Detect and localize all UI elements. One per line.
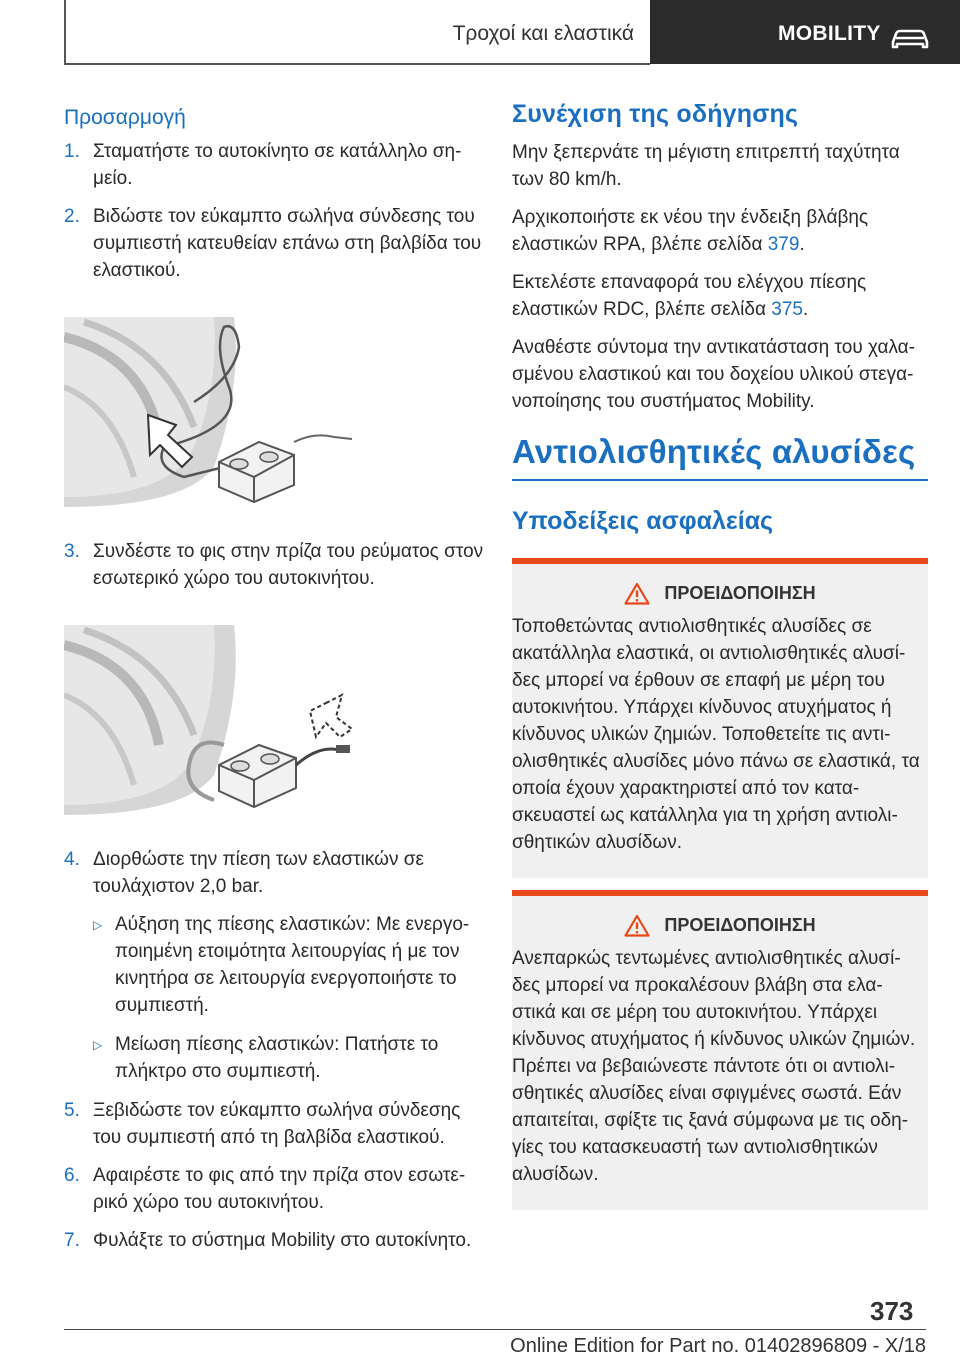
- compressor-socket-illustration: [64, 625, 356, 815]
- list-item: 5. Ξεβιδώστε τον εύκαμπτο σωλήνα σύνδεσης του συμπιεστή από τη βαλβίδα ελαστικού.: [64, 1100, 461, 1148]
- page-link-375[interactable]: 375: [771, 299, 803, 320]
- list-item: 6. Αφαιρέστε το φις από την πρίζα στον εσωτε‐ ρικό χώρο του αυτοκινήτου.: [64, 1165, 466, 1213]
- header-section-title: Τροχοί και ελαστικά: [452, 22, 634, 45]
- paragraph-rdc: Εκτελέστε επαναφορά του ελέγχου πίεσης ελαστικών RDC, βλέπε σελίδα 375.: [512, 272, 867, 320]
- list-item: 2. Βιδώστε τον εύκαμπτο σωλήνα σύνδεσης του συμπιεστή κατευθείαν επάνω στη βαλβίδα του ελαστικού.: [64, 206, 482, 281]
- warning-title: ΠΡΟΕΙΔΟΠΟΙΗΣΗ: [664, 583, 816, 603]
- warning-title: ΠΡΟΕΙΔΟΠΟΙΗΣΗ: [664, 915, 816, 935]
- warning-triangle-icon: [624, 582, 650, 605]
- heading-safety-notes: Υποδείξεις ασφαλείας: [512, 507, 774, 535]
- triangle-bullet-icon: ▷: [93, 1038, 103, 1052]
- page-link-379[interactable]: 379: [767, 234, 800, 255]
- list-item: 4. Διορθώστε την πίεση των ελαστικών σε τουλάχιστον 2,0 bar.: [64, 849, 424, 897]
- paragraph-replace: Αναθέστε σύντομα την αντικατάσταση του χαλα‐ σμένου ελαστικού και του δοχείου υλικού στεγα‐ νοποίησης του συστήματος Mobility.: [512, 337, 915, 412]
- page-number: 373: [870, 1296, 914, 1326]
- paragraph-rpa: Αρχικοποιήστε εκ νέου την ένδειξη βλάβης ελαστικών RPA, βλέπε σελίδα 379.: [512, 207, 869, 255]
- header-rule-horizontal: [64, 63, 650, 65]
- heading-continue-driving: Συνέχιση της οδήγησης: [512, 100, 799, 128]
- heading-adjust: Προσαρμογή: [64, 106, 186, 129]
- triangle-bullet-icon: ▷: [93, 918, 103, 932]
- warning-box: [512, 558, 928, 878]
- list-item: 7. Φυλάξτε το σύστημα Mobility στο αυτοκίνητο.: [64, 1230, 472, 1251]
- right-column: [512, 100, 928, 1222]
- footer-edition: Online Edition for Part no. 01402896809 - X/18: [510, 1335, 926, 1357]
- header-chapter-tab[interactable]: [650, 0, 960, 64]
- left-column: [64, 100, 484, 1265]
- sub-list-item: ▷ Αύξηση της πίεσης ελαστικών: Με ενεργο‐ ποιημένη ετοιμότητα λειτουργίας ή με τον κινητήρα σε λειτουργία ενεργοποιήστε το συμπιεστή.: [93, 911, 484, 1019]
- car-icon: [890, 28, 930, 50]
- warning-text: Ανεπαρκώς τεντωμένες αντιολισθητικές αλυσί‐ δες μπορεί να προκαλέσουν βλάβη στα ελα‐ στικά και σε μέρη του αυτοκινήτου. Υπάρχει κίνδυνος ατυχήματος ή κίνδυνος υλικών ζημιών. Πρέπει να βεβαιώνεστε πάντοτε ότι οι αντιολι‐ σθητικές αλυσίδες είναι σφιγμένες σωστά. Εάν απαιτείται, σφίξτε τις ξανά σύμφωνα με τις οδη‐ γίες του κατασκευαστή των αντιολισθητικών αλυσίδων.: [512, 948, 916, 1185]
- paragraph-speed: Μην ξεπερνάτε τη μέγιστη επιτρεπτή ταχύτητα των 80 km/h.: [512, 142, 900, 190]
- heading-snow-chains: Αντιολισθητικές αλυσίδες: [512, 433, 928, 481]
- warning-triangle-icon: [624, 914, 650, 937]
- warning-text: Τοποθετώντας αντιολισθητικές αλυσίδες σε ακατάλληλα ελαστικά, οι αντιολισθητικές αλυσί‐ δες μπορεί να έρθουν σε επαφή με μέρη του αυτοκινήτου. Υπάρχει κίνδυνος ατυχήματος ή κίνδυνος υλικών ζημιών. Τοποθετείτε τις αντι‐ ολισθητικές αλυσίδες μόνο πάνω σε ελαστικά, τα οποία έχουν χαρακτηριστεί από τον κατα‐ σκευαστεί ως κατάλληλα για τη χρήση αντιολι‐ σθητικών αλυσίδων.: [512, 616, 920, 853]
- footer-rule: [64, 1329, 926, 1330]
- compressor-valve-illustration: [64, 317, 356, 507]
- list-item: 1. Σταματήστε το αυτοκίνητο σε κατάλληλο ση‐ μείο.: [64, 141, 462, 189]
- warning-box: [512, 890, 928, 1210]
- sub-list-item: ▷ Μείωση πίεσης ελαστικών: Πατήστε το πλήκτρο στο συμπιεστή.: [93, 1031, 484, 1085]
- list-item: 3. Συνδέστε το φις στην πρίζα του ρεύματος στον εσωτερικό χώρο του αυτοκινήτου.: [64, 541, 484, 589]
- header-chapter-label: MOBILITY: [778, 22, 881, 45]
